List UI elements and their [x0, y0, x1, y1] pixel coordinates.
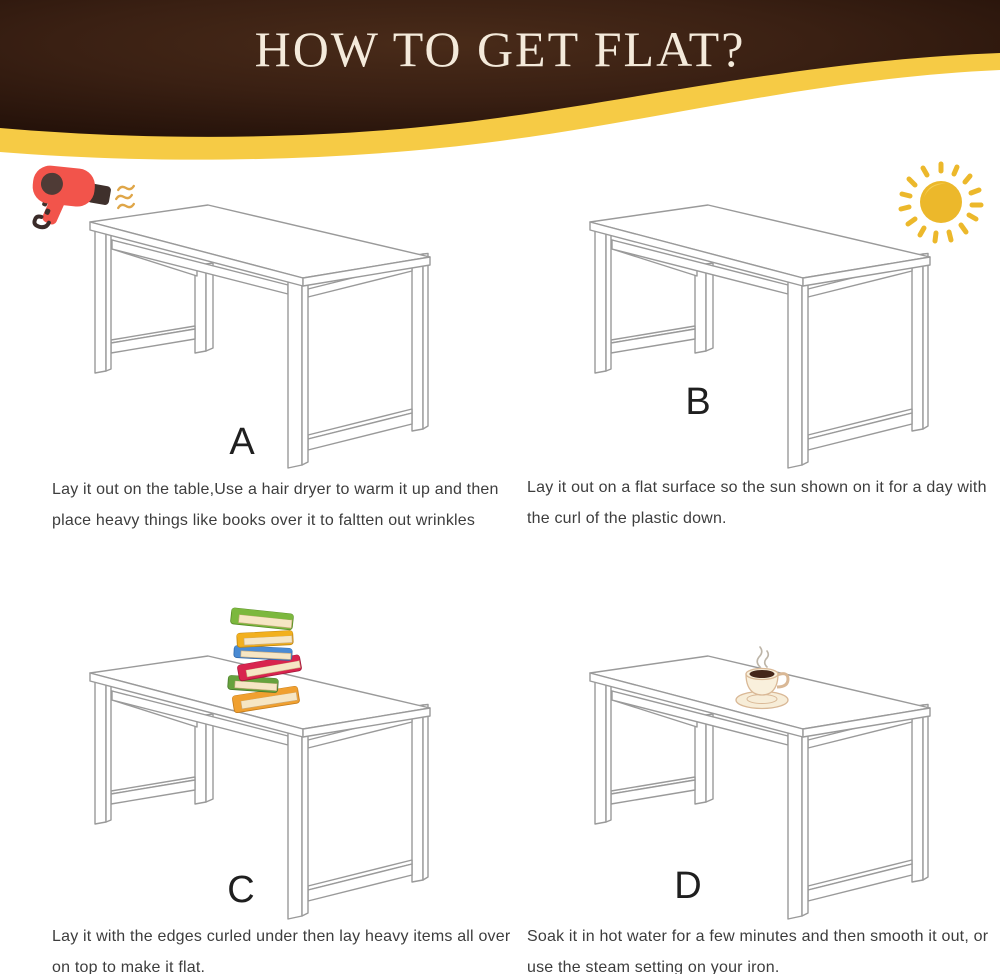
- heat-waves-icon: [116, 184, 134, 210]
- caption-b-line1: Lay it out on a flat surface so the sun shown on it for a day with: [527, 479, 987, 496]
- caption-c: [52, 921, 510, 974]
- coffee-cup-icon: [733, 644, 795, 712]
- caption-a-line1: Lay it out on the table,Use a hair dryer to warm it up and then: [52, 481, 499, 498]
- caption-d: [527, 921, 988, 974]
- section-label-b: B: [685, 381, 711, 423]
- table-illustration-b: [582, 196, 938, 476]
- caption-a-line2: place heavy things like books over it to faltten out wrinkles: [52, 512, 476, 529]
- caption-c-line2: on top to make it flat.: [52, 959, 206, 974]
- books-stack-icon: [223, 602, 307, 716]
- caption-d-line2: use the steam setting on your iron.: [527, 959, 780, 974]
- section-label-d: D: [674, 865, 702, 907]
- section-label-a: A: [229, 421, 255, 463]
- caption-d-line1: Soak it in hot water for a few minutes and then smooth it out, or: [527, 928, 989, 945]
- caption-a: [52, 474, 499, 536]
- caption-b: [527, 472, 987, 534]
- sun-icon: [893, 158, 993, 250]
- page-title: HOW TO GET FLAT?: [254, 21, 746, 77]
- hair-dryer-icon: [22, 158, 140, 234]
- caption-c-line1: Lay it with the edges curled under then lay heavy items all over: [52, 928, 511, 945]
- section-label-c: C: [227, 869, 255, 911]
- caption-b-line2: the curl of the plastic down.: [527, 510, 727, 527]
